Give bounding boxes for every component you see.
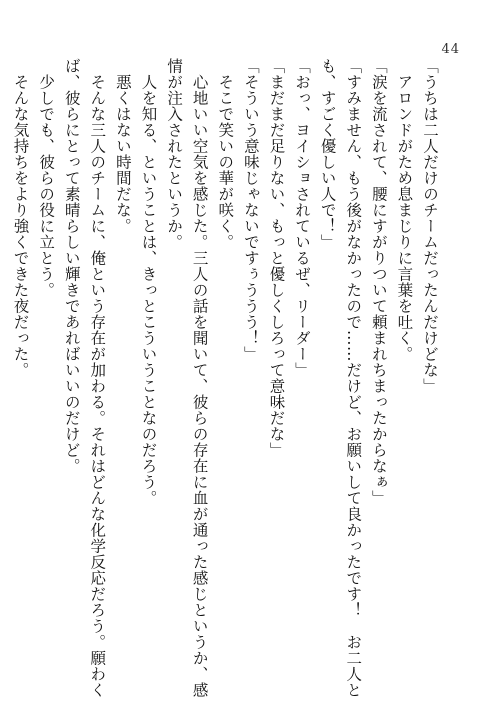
text-line: 「うちは二人だけのチームだったんだけどな」 [421,58,439,394]
text-line: 「おっ、ヨイショされているぜ、リーダー」 [293,58,312,378]
page-number: 44 [441,42,460,57]
text-line: 情が注入されたというか。 [165,58,184,250]
text-line: ば、彼らにとって素晴らしい輝きであればいいのだけど。 [62,58,81,474]
text-line: 「すみません、もう後がなかったので……だけど、お願いして良かったです！ お二人と [344,58,363,698]
text-line: そんな気持ちをより強くできた夜だった。 [11,58,30,378]
text-line: も、すごく優しい人で！」 [318,58,337,250]
text-line: 「涙を流されて、腰にすがりついて頼まれちまったからなぁ」 [369,58,388,506]
text-line: 「そういう意味じゃないですぅううう！」 [241,58,260,362]
text-line: アロンドがため息まじりに言葉を吐く。 [395,58,414,362]
text-line: 「まだまだ足りない、もっと優しくしろって意味だな」 [267,58,286,458]
text-line: 悪くはない時間だな。 [113,58,132,234]
vertical-text-body [7,58,442,698]
text-line: そこで笑いの華が咲く。 [216,58,235,250]
text-line: 少しでも、彼らの役に立とう。 [37,58,56,298]
text-line: そんな三人のチームに、俺という存在が加わる。それはどんな化学反応だろう。願わく [88,58,107,698]
text-line: 心地いい空気を感じた。三人の話を聞いて、彼らの存在に血が通った感じというか、感 [190,58,209,698]
text-line: 人を知る、ということは、きっとこういうことなのだろう。 [139,58,158,506]
